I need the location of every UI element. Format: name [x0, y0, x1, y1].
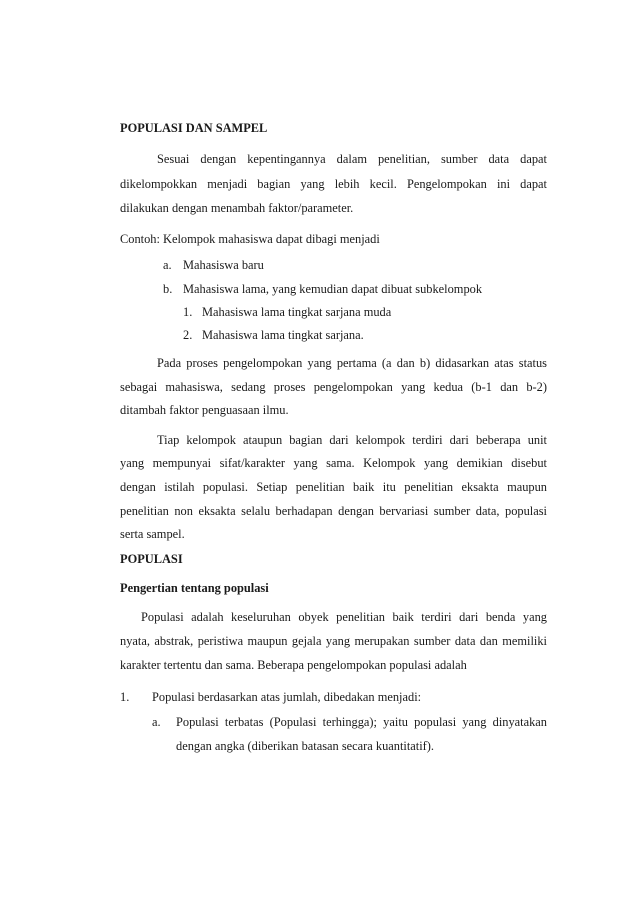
list-item-a-marker: a. — [163, 258, 172, 272]
paragraph-3-line-4: penelitian non eksakta selalu berhadapan dengan bervariasi sumber data, populasi — [120, 504, 547, 518]
example-intro: Contoh: Kelompok mahasiswa dapat dibagi menjadi — [120, 232, 380, 246]
paragraph-4-line-1: Populasi adalah keseluruhan obyek penelitian baik terdiri dari benda yang — [141, 610, 547, 624]
paragraph-3-line-5: serta sampel. — [120, 527, 185, 541]
subitem-a-line-1: Populasi terbatas (Populasi terhingga); yaitu populasi yang dinyatakan — [176, 715, 547, 729]
sublist-item-1-text: Mahasiswa lama tingkat sarjana muda — [202, 305, 392, 319]
sublist-item-1-marker: 1. — [183, 305, 193, 319]
sublist-item-2-text: Mahasiswa lama tingkat sarjana. — [202, 328, 364, 342]
section-title: POPULASI DAN SAMPEL — [120, 121, 268, 135]
paragraph-2-line-1: Pada proses pengelompokan yang pertama (a dan b) didasarkan atas status — [157, 356, 547, 370]
paragraph-1-line-1: Sesuai dengan kepentingannya dalam penelitian, sumber data dapat — [157, 152, 547, 166]
subitem-a-marker: a. — [152, 715, 161, 729]
paragraph-3-line-3: dengan istilah populasi. Setiap penelitian baik itu penelitian eksakta maupun — [120, 480, 547, 494]
numbered-item-1-text: Populasi berdasarkan atas jumlah, dibedakan menjadi: — [152, 690, 422, 704]
heading-pengertian: Pengertian tentang populasi — [120, 581, 269, 595]
paragraph-4-line-2: nyata, abstrak, peristiwa maupun gejala yang merupakan sumber data dan memiliki — [120, 634, 547, 648]
numbered-item-1-marker: 1. — [120, 690, 130, 704]
paragraph-4-line-3: karakter tertentu dan sama. Beberapa pengelompokan populasi adalah — [120, 658, 467, 672]
paragraph-2-line-3: ditambah faktor penguasaan ilmu. — [120, 403, 289, 417]
paragraph-1-line-2: dikelompokkan menjadi bagian yang lebih kecil. Pengelompokan ini dapat — [120, 177, 547, 191]
heading-populasi: POPULASI — [120, 552, 183, 566]
paragraph-2-line-2: sebagai mahasiswa, sedang proses pengelompokan yang kedua (b-1 dan b-2) — [120, 380, 547, 394]
list-item-b-marker: b. — [163, 282, 173, 296]
paragraph-3-line-1: Tiap kelompok ataupun bagian dari kelompok terdiri dari beberapa unit — [157, 433, 547, 447]
list-item-a-text: Mahasiswa baru — [183, 258, 264, 272]
paragraph-1-line-3: dilakukan dengan menambah faktor/parameter. — [120, 201, 354, 215]
sublist-item-2-marker: 2. — [183, 328, 193, 342]
paragraph-3-line-2: yang mempunyai sifat/karakter yang sama. Kelompok yang demikian disebut — [120, 456, 547, 470]
subitem-a-line-2: dengan angka (diberikan batasan secara kuantitatif). — [176, 739, 435, 753]
list-item-b-text: Mahasiswa lama, yang kemudian dapat dibuat subkelompok — [183, 282, 483, 296]
